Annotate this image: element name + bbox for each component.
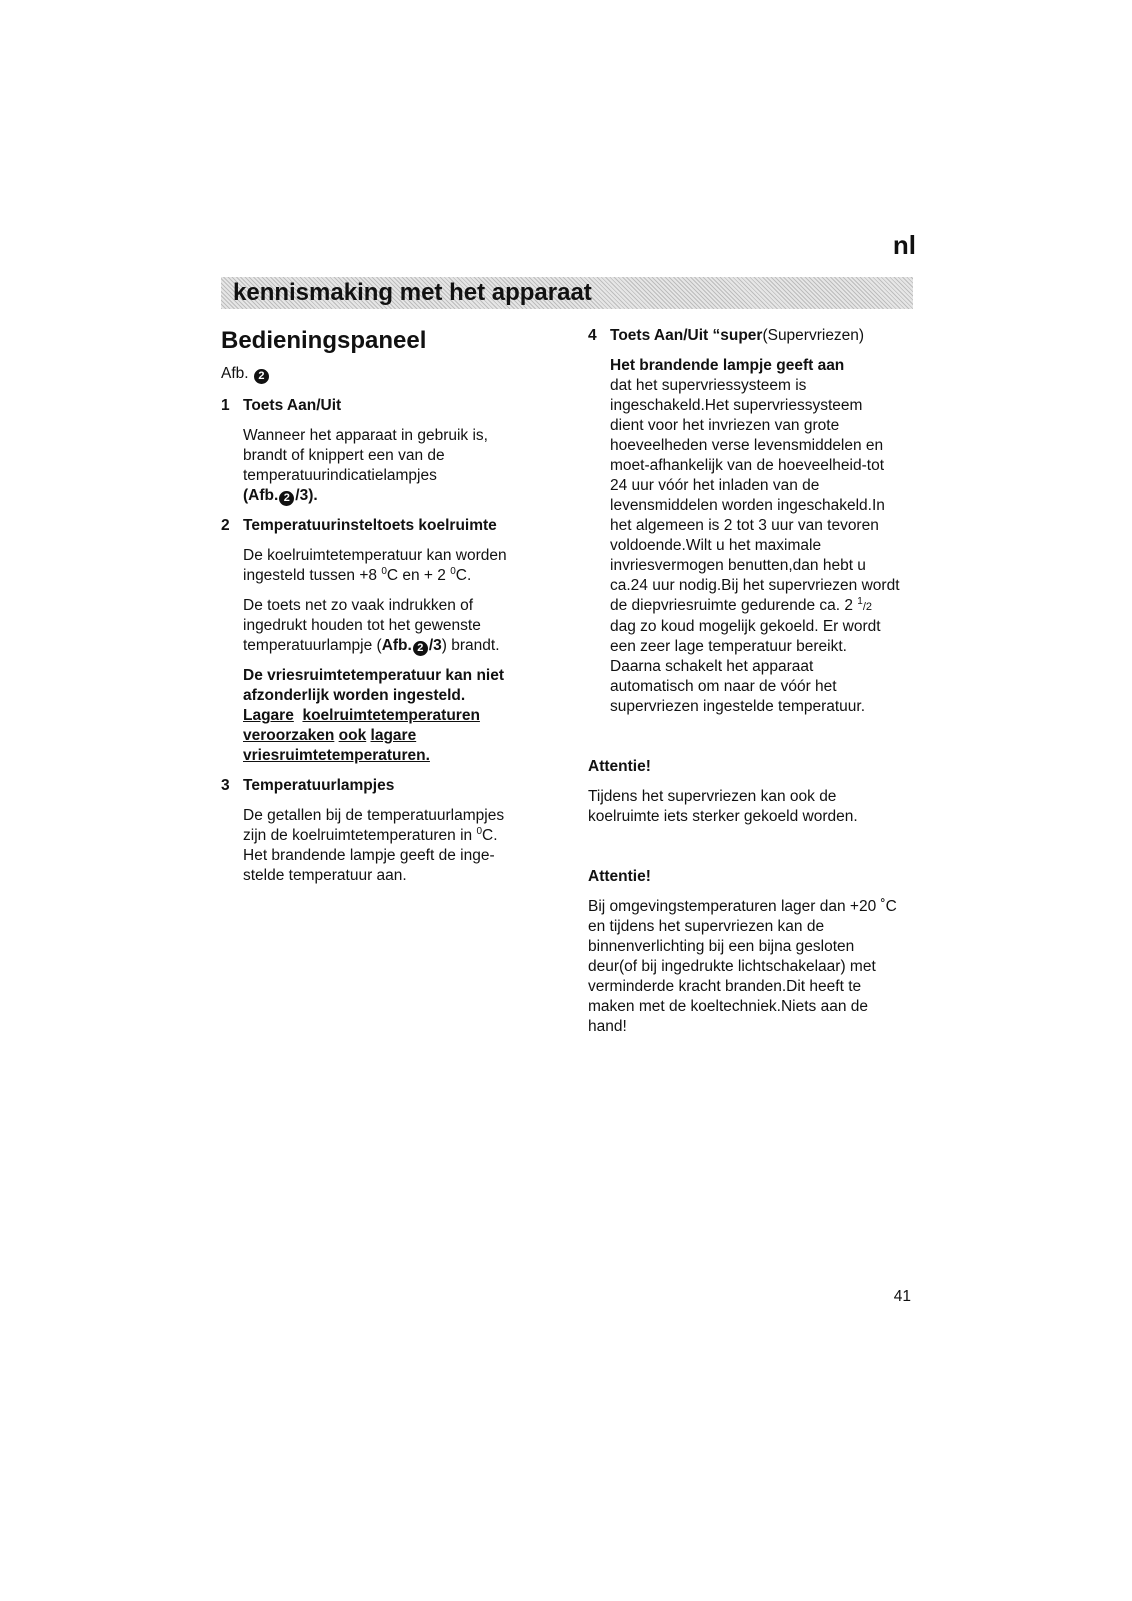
item-title: Toets Aan/Uit “super(Supervriezen) [610, 327, 865, 344]
page-number: 41 [893, 1288, 911, 1305]
text-line: ingedrukt houden tot het gewenste [243, 617, 481, 634]
item-3-heading [221, 776, 541, 796]
text-line: brandt of knippert een van de [243, 447, 445, 464]
item-number: 3 [221, 777, 230, 794]
item-2-paragraph-1: De koelruimtetemperatuur kan worden ingesteld tussen +8 $^0$C en + 2 $^0$C. [243, 547, 507, 584]
attention-text-2: Bij omgevingstemperaturen lager dan +20 ˚C en tijdens het supervriezen kan de binnenverlichting bij een bijna gesloten deur(of bij ingedrukte lichtschakelaar) met verminderde kracht branden.Dit heeft te maken met de koeltechniek.Niets aan de hand! [588, 898, 897, 1035]
chapter-banner [221, 277, 913, 309]
figure-number-badge: 2 [413, 641, 428, 656]
chapter-title: kennismaking met het apparaat [233, 279, 592, 306]
item-4-heading [588, 326, 918, 346]
left-column [221, 326, 541, 896]
figure-label: Afb. [221, 365, 249, 382]
figure-number-badge: 2 [254, 369, 269, 384]
text-line: De koelruimtetemperatuur kan worden [243, 547, 507, 564]
section-title: Bedieningspaneel [221, 327, 427, 354]
right-column [588, 326, 918, 1047]
item-4-text: Het brandende lampje geeft aan dat het supervriessysteem is ingeschakeld.Het supervriessysteem dient voor het invriezen van grote hoeveelheden verse levensmiddelen en moet-afhankelijk van de hoeveelheid-tot 24 uur vóór het inladen van de levensmiddelen worden ingeschakeld.In het algemeen is 2 tot 3 uur van tevoren voldoende.Wilt u het maximale invriesvermogen benutten,dan hebt u ca.24 uur nodig.Bij het supervriezen wordt de diepvriesruimte gedurende ca. 2 $^1$/2 dag zo koud mogelijk gekoeld. Er wordt een zeer lage temperatuur bereikt. Daarna schakelt het apparaat automatisch om naar de vóór het supervriezen ingestelde temperatuur. [610, 357, 900, 715]
item-title: Temperatuurinsteltoets koelruimte [243, 517, 497, 534]
item-1-text [243, 426, 541, 506]
text-line: temperatuurindicatielampjes [243, 467, 437, 484]
attention-heading-2: Attentie! [588, 868, 651, 885]
text-line: Wanneer het apparaat in gebruik is, [243, 427, 488, 444]
item-1-heading [221, 396, 541, 416]
figure-reference [221, 364, 541, 384]
text-line: De toets net zo vaak indrukken of [243, 597, 474, 614]
item-2-heading [221, 516, 541, 536]
attention-text-1: Tijdens het supervriezen kan ook de koelruimte iets sterker gekoeld worden. [588, 788, 858, 825]
item-2-warning: De vriesruimtetemperatuur kan niet afzonderlijk worden ingesteld. Lagare koelruimtetemperaturen veroorzaken ook lagare vriesruimtetemperaturen. [243, 667, 505, 764]
item-3-text: De getallen bij de temperatuurlampjes zijn de koelruimtetemperaturen in $^0$C. Het brandende lampje geeft de inge- stelde temperatuur aan. [243, 807, 505, 884]
item-number: 4 [588, 327, 597, 344]
item-title: Temperatuurlampjes [243, 777, 395, 794]
figure-ref: (Afb. 2 /3). [243, 487, 318, 504]
item-title: Toets Aan/Uit [243, 397, 342, 414]
item-number: 1 [221, 397, 230, 414]
item-2-paragraph-2: De toets net zo vaak indrukken of ingedrukt houden tot het gewenste temperatuurlampje (Afb. 2 /3) brandt. [243, 597, 500, 654]
attention-heading-1: Attentie! [588, 758, 651, 775]
item-number: 2 [221, 517, 230, 534]
figure-number-badge: 2 [279, 491, 294, 506]
language-code: nl [892, 230, 916, 260]
